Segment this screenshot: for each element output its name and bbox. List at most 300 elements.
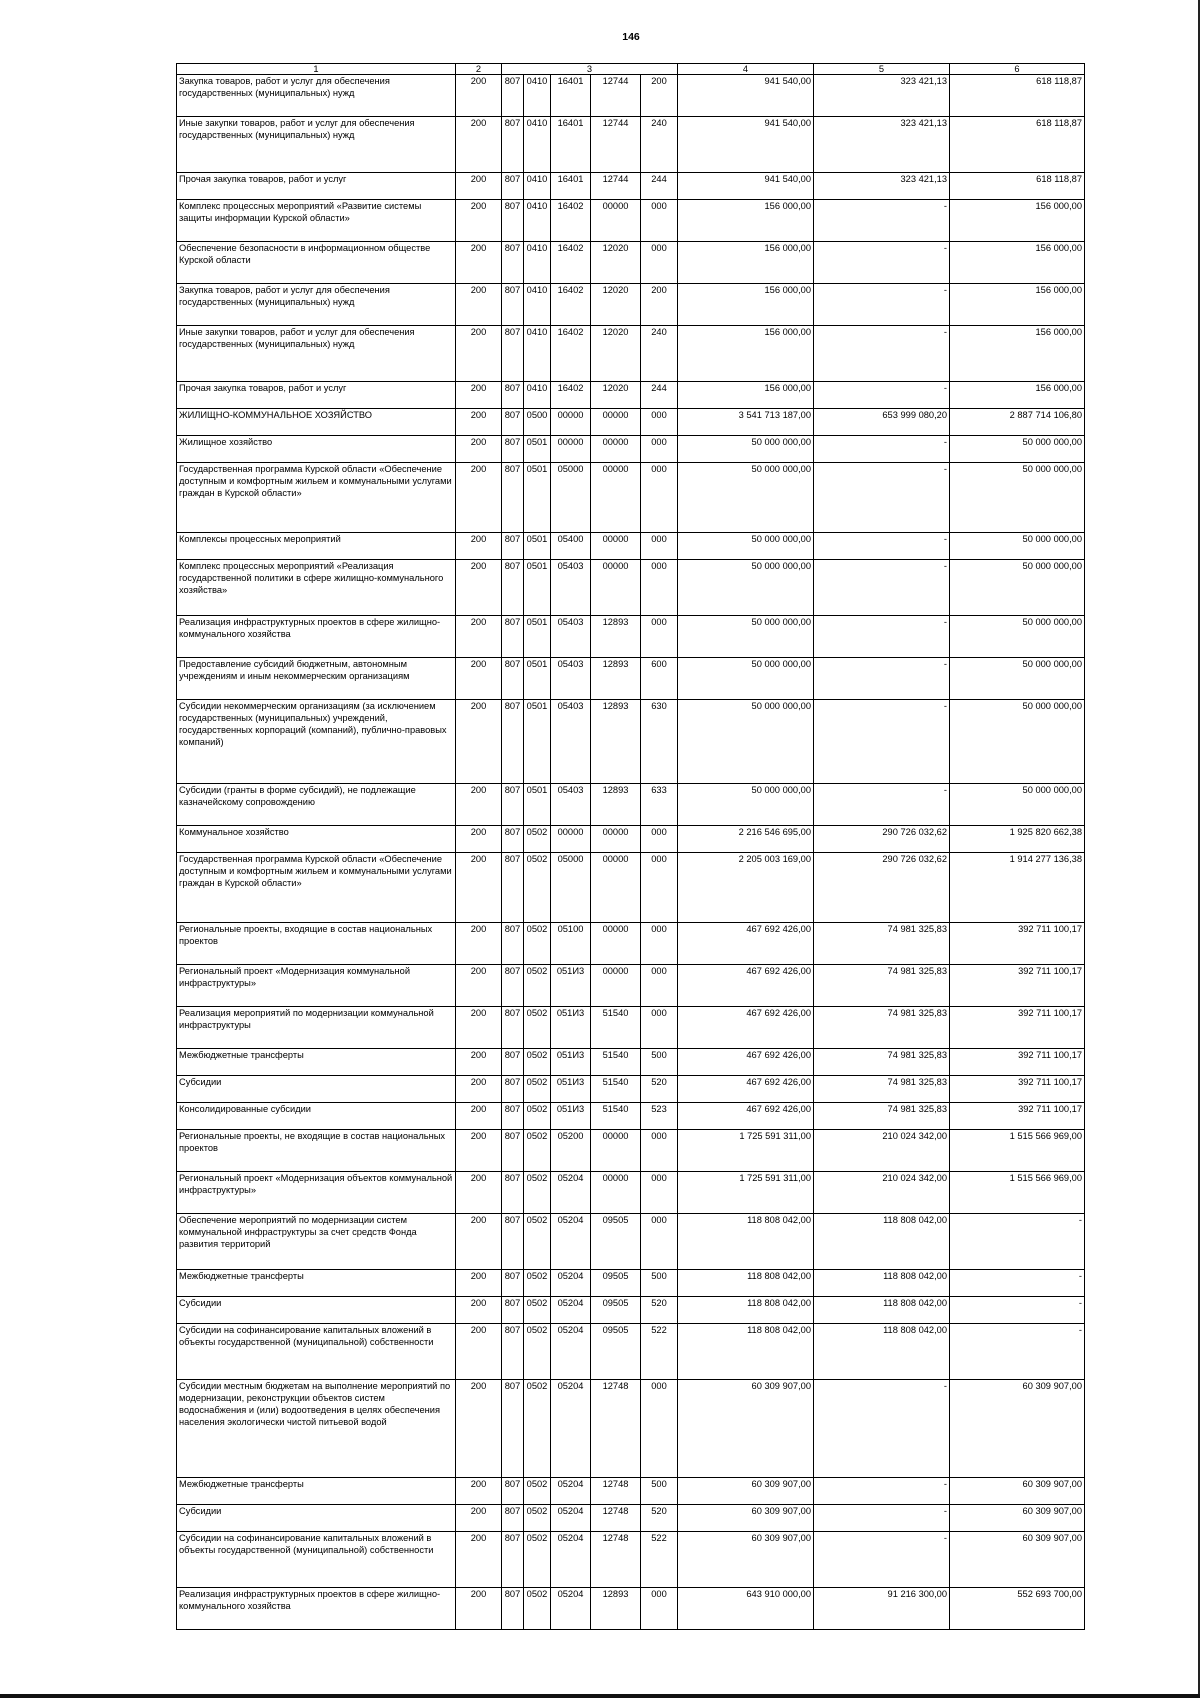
cell-rz: 0502 — [524, 1324, 551, 1380]
cell-gr: 807 — [502, 200, 524, 242]
cell-rz: 0502 — [524, 965, 551, 1007]
cell-value-5: - — [814, 436, 950, 463]
table-row — [177, 409, 1085, 436]
cell-value-5: - — [814, 463, 950, 533]
cell-value-6: 1 515 566 969,00 — [950, 1130, 1085, 1172]
cell-gr: 807 — [502, 533, 524, 560]
header-col-5: 5 — [814, 64, 950, 75]
cell-value-5: - — [814, 242, 950, 284]
cell-value-5: 118 808 042,00 — [814, 1324, 950, 1380]
cell-value-4: 50 000 000,00 — [678, 560, 814, 616]
cell-name: Реализация инфраструктурных проектов в сфере жилищно-коммунального хозяйства — [177, 1588, 456, 1630]
cell-col2: 200 — [456, 436, 502, 463]
cell-col2: 200 — [456, 700, 502, 784]
cell-cs-program: 05403 — [551, 658, 591, 700]
cell-value-4: 118 808 042,00 — [678, 1297, 814, 1324]
table-row — [177, 826, 1085, 853]
cell-value-4: 467 692 426,00 — [678, 1076, 814, 1103]
cell-value-5: - — [814, 616, 950, 658]
cell-cs-direction: 12748 — [591, 1478, 641, 1505]
cell-name: Консолидированные субсидии — [177, 1103, 456, 1130]
table-body — [177, 64, 1085, 1630]
cell-cs-direction: 00000 — [591, 463, 641, 533]
cell-gr: 807 — [502, 784, 524, 826]
cell-col2: 200 — [456, 965, 502, 1007]
cell-value-6: 156 000,00 — [950, 284, 1085, 326]
cell-name: Реализация инфраструктурных проектов в сфере жилищно-коммунального хозяйства — [177, 616, 456, 658]
cell-cs-program: 05000 — [551, 853, 591, 923]
cell-name: Субсидии — [177, 1297, 456, 1324]
cell-vr: 633 — [641, 784, 678, 826]
table-row — [177, 700, 1085, 784]
cell-value-6: 156 000,00 — [950, 326, 1085, 382]
cell-cs-program: 05403 — [551, 616, 591, 658]
cell-value-6: 50 000 000,00 — [950, 784, 1085, 826]
cell-col2: 200 — [456, 1505, 502, 1532]
cell-value-4: 156 000,00 — [678, 284, 814, 326]
cell-cs-program: 16401 — [551, 117, 591, 173]
cell-name: Субсидии на софинансирование капитальных вложений в объекты государственной (муниципальной) собственности — [177, 1532, 456, 1588]
cell-col2: 200 — [456, 826, 502, 853]
cell-value-6: 392 711 100,17 — [950, 923, 1085, 965]
cell-col2: 200 — [456, 1478, 502, 1505]
cell-col2: 200 — [456, 533, 502, 560]
cell-gr: 807 — [502, 1588, 524, 1630]
cell-rz: 0501 — [524, 700, 551, 784]
cell-gr: 807 — [502, 1214, 524, 1270]
cell-cs-direction: 00000 — [591, 533, 641, 560]
cell-cs-program: 16402 — [551, 242, 591, 284]
cell-name: Прочая закупка товаров, работ и услуг — [177, 382, 456, 409]
cell-col2: 200 — [456, 1270, 502, 1297]
cell-vr: 000 — [641, 826, 678, 853]
cell-col2: 200 — [456, 560, 502, 616]
table-row — [177, 200, 1085, 242]
cell-value-4: 467 692 426,00 — [678, 1103, 814, 1130]
cell-cs-program: 16402 — [551, 200, 591, 242]
cell-rz: 0502 — [524, 826, 551, 853]
cell-value-5: 118 808 042,00 — [814, 1214, 950, 1270]
cell-value-6: 50 000 000,00 — [950, 700, 1085, 784]
cell-value-6: 618 118,87 — [950, 75, 1085, 117]
cell-gr: 807 — [502, 965, 524, 1007]
table-row — [177, 1172, 1085, 1214]
cell-cs-direction: 09505 — [591, 1270, 641, 1297]
cell-cs-direction: 12020 — [591, 382, 641, 409]
cell-value-5: - — [814, 1380, 950, 1478]
cell-vr: 000 — [641, 242, 678, 284]
table-row — [177, 326, 1085, 382]
cell-vr: 522 — [641, 1324, 678, 1380]
cell-col2: 200 — [456, 242, 502, 284]
cell-name: Региональные проекты, входящие в состав национальных проектов — [177, 923, 456, 965]
header-col-6: 6 — [950, 64, 1085, 75]
table-row — [177, 436, 1085, 463]
cell-value-5: 74 981 325,83 — [814, 1076, 950, 1103]
cell-col2: 200 — [456, 658, 502, 700]
table-row — [177, 1270, 1085, 1297]
cell-cs-program: 051И3 — [551, 1049, 591, 1076]
cell-cs-program: 16401 — [551, 75, 591, 117]
cell-value-5: 91 216 300,00 — [814, 1588, 950, 1630]
table-row — [177, 784, 1085, 826]
cell-name: Межбюджетные трансферты — [177, 1270, 456, 1297]
cell-name: Комплексы процессных мероприятий — [177, 533, 456, 560]
table-row — [177, 560, 1085, 616]
cell-value-5: - — [814, 200, 950, 242]
cell-name: Комплекс процессных мероприятий «Реализация государственной политики в сфере жилищно-коммунального хозяйства» — [177, 560, 456, 616]
cell-vr: 000 — [641, 1007, 678, 1049]
scan-edge-bottom — [0, 1694, 1200, 1698]
cell-rz: 0410 — [524, 326, 551, 382]
cell-value-4: 156 000,00 — [678, 382, 814, 409]
cell-rz: 0502 — [524, 1076, 551, 1103]
cell-value-4: 941 540,00 — [678, 75, 814, 117]
cell-cs-direction: 12748 — [591, 1532, 641, 1588]
cell-value-5: - — [814, 284, 950, 326]
cell-gr: 807 — [502, 436, 524, 463]
cell-gr: 807 — [502, 1172, 524, 1214]
cell-rz: 0502 — [524, 1214, 551, 1270]
cell-value-4: 2 216 546 695,00 — [678, 826, 814, 853]
cell-value-6: 50 000 000,00 — [950, 533, 1085, 560]
cell-cs-direction: 09505 — [591, 1214, 641, 1270]
cell-value-5: - — [814, 784, 950, 826]
cell-name: Иные закупки товаров, работ и услуг для обеспечения государственных (муниципальных) нужд — [177, 326, 456, 382]
cell-value-4: 941 540,00 — [678, 173, 814, 200]
cell-gr: 807 — [502, 117, 524, 173]
cell-rz: 0502 — [524, 1172, 551, 1214]
budget-table — [176, 63, 1085, 1630]
cell-cs-program: 05204 — [551, 1478, 591, 1505]
cell-value-4: 50 000 000,00 — [678, 700, 814, 784]
cell-rz: 0501 — [524, 533, 551, 560]
cell-value-4: 60 309 907,00 — [678, 1478, 814, 1505]
cell-gr: 807 — [502, 658, 524, 700]
cell-value-4: 941 540,00 — [678, 117, 814, 173]
cell-rz: 0502 — [524, 1270, 551, 1297]
cell-cs-direction: 12893 — [591, 700, 641, 784]
cell-col2: 200 — [456, 326, 502, 382]
cell-value-6: 392 711 100,17 — [950, 1076, 1085, 1103]
cell-name: Государственная программа Курской области «Обеспечение доступным и комфортным жильем и коммунальными услугами граждан в Курской области» — [177, 463, 456, 533]
cell-value-4: 118 808 042,00 — [678, 1270, 814, 1297]
cell-cs-direction: 51540 — [591, 1103, 641, 1130]
cell-value-5: 210 024 342,00 — [814, 1130, 950, 1172]
cell-value-4: 467 692 426,00 — [678, 1049, 814, 1076]
cell-cs-direction: 51540 — [591, 1007, 641, 1049]
cell-cs-program: 16402 — [551, 382, 591, 409]
cell-name: ЖИЛИЩНО-КОММУНАЛЬНОЕ ХОЗЯЙСТВО — [177, 409, 456, 436]
cell-value-4: 118 808 042,00 — [678, 1214, 814, 1270]
table-row — [177, 853, 1085, 923]
cell-value-6: 1 914 277 136,38 — [950, 853, 1085, 923]
cell-value-4: 60 309 907,00 — [678, 1380, 814, 1478]
cell-vr: 500 — [641, 1049, 678, 1076]
cell-vr: 520 — [641, 1297, 678, 1324]
cell-gr: 807 — [502, 284, 524, 326]
cell-cs-program: 16402 — [551, 326, 591, 382]
cell-value-5: - — [814, 700, 950, 784]
cell-value-6: 156 000,00 — [950, 200, 1085, 242]
cell-vr: 000 — [641, 1380, 678, 1478]
cell-rz: 0410 — [524, 200, 551, 242]
cell-col2: 200 — [456, 284, 502, 326]
cell-col2: 200 — [456, 1297, 502, 1324]
cell-value-4: 643 910 000,00 — [678, 1588, 814, 1630]
cell-name: Региональный проект «Модернизация коммунальной инфраструктуры» — [177, 965, 456, 1007]
cell-cs-program: 051И3 — [551, 1103, 591, 1130]
cell-cs-direction: 00000 — [591, 965, 641, 1007]
cell-gr: 807 — [502, 1505, 524, 1532]
table-row — [177, 1380, 1085, 1478]
cell-gr: 807 — [502, 1270, 524, 1297]
cell-cs-direction: 00000 — [591, 923, 641, 965]
cell-vr: 500 — [641, 1270, 678, 1297]
cell-vr: 520 — [641, 1505, 678, 1532]
cell-vr: 630 — [641, 700, 678, 784]
cell-vr: 000 — [641, 560, 678, 616]
cell-cs-program: 00000 — [551, 436, 591, 463]
table-row — [177, 1103, 1085, 1130]
cell-gr: 807 — [502, 75, 524, 117]
cell-rz: 0501 — [524, 560, 551, 616]
cell-vr: 000 — [641, 533, 678, 560]
cell-rz: 0502 — [524, 853, 551, 923]
cell-cs-program: 16402 — [551, 284, 591, 326]
cell-cs-program: 05204 — [551, 1588, 591, 1630]
cell-value-4: 118 808 042,00 — [678, 1324, 814, 1380]
cell-cs-program: 05403 — [551, 784, 591, 826]
cell-value-5: 118 808 042,00 — [814, 1297, 950, 1324]
cell-gr: 807 — [502, 1297, 524, 1324]
cell-col2: 200 — [456, 1588, 502, 1630]
cell-name: Региональный проект «Модернизация объектов коммунальной инфраструктуры» — [177, 1172, 456, 1214]
cell-value-6: 60 309 907,00 — [950, 1532, 1085, 1588]
cell-col2: 200 — [456, 75, 502, 117]
cell-value-6: 50 000 000,00 — [950, 658, 1085, 700]
table-row — [177, 658, 1085, 700]
cell-vr: 000 — [641, 200, 678, 242]
cell-value-6: 60 309 907,00 — [950, 1505, 1085, 1532]
cell-vr: 000 — [641, 436, 678, 463]
cell-rz: 0501 — [524, 658, 551, 700]
cell-cs-direction: 12893 — [591, 658, 641, 700]
cell-value-5: 323 421,13 — [814, 75, 950, 117]
table-row — [177, 1214, 1085, 1270]
cell-value-6: 392 711 100,17 — [950, 1007, 1085, 1049]
cell-col2: 200 — [456, 1172, 502, 1214]
table-row — [177, 923, 1085, 965]
cell-gr: 807 — [502, 1324, 524, 1380]
cell-value-4: 60 309 907,00 — [678, 1505, 814, 1532]
cell-value-6: 50 000 000,00 — [950, 560, 1085, 616]
cell-cs-program: 05204 — [551, 1172, 591, 1214]
cell-value-6: 552 693 700,00 — [950, 1588, 1085, 1630]
cell-col2: 200 — [456, 1324, 502, 1380]
cell-cs-program: 05204 — [551, 1505, 591, 1532]
cell-value-6: 618 118,87 — [950, 173, 1085, 200]
cell-value-5: 653 999 080,20 — [814, 409, 950, 436]
cell-value-5: - — [814, 560, 950, 616]
cell-col2: 200 — [456, 200, 502, 242]
cell-name: Субсидии на софинансирование капитальных вложений в объекты государственной (муниципальной) собственности — [177, 1324, 456, 1380]
cell-gr: 807 — [502, 923, 524, 965]
cell-value-4: 50 000 000,00 — [678, 533, 814, 560]
cell-name: Прочая закупка товаров, работ и услуг — [177, 173, 456, 200]
table-row — [177, 382, 1085, 409]
table-row — [177, 616, 1085, 658]
table-row — [177, 463, 1085, 533]
cell-rz: 0502 — [524, 1478, 551, 1505]
cell-vr: 240 — [641, 326, 678, 382]
cell-name: Региональные проекты, не входящие в состав национальных проектов — [177, 1130, 456, 1172]
cell-vr: 520 — [641, 1076, 678, 1103]
cell-value-6: 618 118,87 — [950, 117, 1085, 173]
cell-rz: 0501 — [524, 436, 551, 463]
cell-cs-direction: 09505 — [591, 1297, 641, 1324]
header-col-2: 2 — [456, 64, 502, 75]
cell-value-5: - — [814, 1478, 950, 1505]
cell-vr: 600 — [641, 658, 678, 700]
cell-vr: 000 — [641, 1130, 678, 1172]
cell-name: Коммунальное хозяйство — [177, 826, 456, 853]
cell-gr: 807 — [502, 463, 524, 533]
cell-vr: 000 — [641, 409, 678, 436]
cell-rz: 0500 — [524, 409, 551, 436]
cell-gr: 807 — [502, 173, 524, 200]
cell-rz: 0501 — [524, 784, 551, 826]
cell-col2: 200 — [456, 1076, 502, 1103]
cell-cs-direction: 12020 — [591, 326, 641, 382]
table-row — [177, 1130, 1085, 1172]
cell-value-5: 74 981 325,83 — [814, 923, 950, 965]
cell-name: Субсидии местным бюджетам на выполнение мероприятий по модернизации, реконструкции объектов систем водоснабжения и (или) водоотведения в целях обеспечения населения экологически чистой питьевой водой — [177, 1380, 456, 1478]
cell-cs-direction: 00000 — [591, 436, 641, 463]
cell-cs-program: 05100 — [551, 923, 591, 965]
cell-value-4: 50 000 000,00 — [678, 436, 814, 463]
cell-value-5: 74 981 325,83 — [814, 1049, 950, 1076]
cell-col2: 200 — [456, 117, 502, 173]
cell-vr: 240 — [641, 117, 678, 173]
cell-cs-direction: 00000 — [591, 826, 641, 853]
cell-rz: 0410 — [524, 75, 551, 117]
cell-value-5: 323 421,13 — [814, 117, 950, 173]
cell-cs-direction: 12020 — [591, 242, 641, 284]
cell-cs-direction: 12020 — [591, 284, 641, 326]
cell-name: Субсидии — [177, 1505, 456, 1532]
cell-cs-direction: 00000 — [591, 409, 641, 436]
cell-rz: 0502 — [524, 1532, 551, 1588]
cell-value-5: 210 024 342,00 — [814, 1172, 950, 1214]
cell-name: Жилищное хозяйство — [177, 436, 456, 463]
cell-cs-direction: 51540 — [591, 1076, 641, 1103]
cell-vr: 000 — [641, 853, 678, 923]
cell-value-5: 74 981 325,83 — [814, 1103, 950, 1130]
cell-name: Реализация мероприятий по модернизации коммунальной инфраструктуры — [177, 1007, 456, 1049]
cell-name: Комплекс процессных мероприятий «Развитие системы защиты информации Курской области» — [177, 200, 456, 242]
table-row — [177, 1076, 1085, 1103]
cell-col2: 200 — [456, 1532, 502, 1588]
cell-cs-program: 05204 — [551, 1532, 591, 1588]
cell-cs-program: 05200 — [551, 1130, 591, 1172]
cell-value-5: 74 981 325,83 — [814, 965, 950, 1007]
table-row — [177, 533, 1085, 560]
cell-col2: 200 — [456, 853, 502, 923]
cell-gr: 807 — [502, 1532, 524, 1588]
cell-cs-direction: 00000 — [591, 1130, 641, 1172]
header-col-3: 3 — [502, 64, 678, 75]
cell-name: Обеспечение безопасности в информационном обществе Курской области — [177, 242, 456, 284]
table-row — [177, 1297, 1085, 1324]
cell-vr: 000 — [641, 1588, 678, 1630]
cell-value-5: 74 981 325,83 — [814, 1007, 950, 1049]
cell-rz: 0502 — [524, 1103, 551, 1130]
header-col-1: 1 — [177, 64, 456, 75]
cell-value-4: 467 692 426,00 — [678, 1007, 814, 1049]
cell-gr: 807 — [502, 616, 524, 658]
cell-cs-direction: 12748 — [591, 1505, 641, 1532]
cell-cs-direction: 00000 — [591, 200, 641, 242]
cell-rz: 0502 — [524, 923, 551, 965]
cell-cs-program: 00000 — [551, 409, 591, 436]
cell-value-4: 1 725 591 311,00 — [678, 1172, 814, 1214]
table-row — [177, 1532, 1085, 1588]
cell-cs-program: 16401 — [551, 173, 591, 200]
cell-value-5: - — [814, 1532, 950, 1588]
cell-col2: 200 — [456, 1103, 502, 1130]
cell-gr: 807 — [502, 853, 524, 923]
cell-value-4: 156 000,00 — [678, 242, 814, 284]
cell-value-6: 50 000 000,00 — [950, 616, 1085, 658]
cell-cs-direction: 00000 — [591, 853, 641, 923]
table-row — [177, 75, 1085, 117]
cell-cs-direction: 09505 — [591, 1324, 641, 1380]
cell-name: Государственная программа Курской области «Обеспечение доступным и комфортным жильем и коммунальными услугами граждан в Курской области» — [177, 853, 456, 923]
cell-vr: 500 — [641, 1478, 678, 1505]
cell-value-6: 2 887 714 106,80 — [950, 409, 1085, 436]
cell-rz: 0502 — [524, 1297, 551, 1324]
cell-vr: 000 — [641, 1172, 678, 1214]
cell-cs-program: 051И3 — [551, 965, 591, 1007]
cell-value-5: 323 421,13 — [814, 173, 950, 200]
cell-cs-program: 05204 — [551, 1297, 591, 1324]
cell-cs-direction: 00000 — [591, 560, 641, 616]
cell-vr: 000 — [641, 923, 678, 965]
cell-gr: 807 — [502, 242, 524, 284]
cell-cs-program: 05204 — [551, 1270, 591, 1297]
cell-cs-program: 05400 — [551, 533, 591, 560]
cell-value-6: 50 000 000,00 — [950, 463, 1085, 533]
cell-cs-program: 05204 — [551, 1380, 591, 1478]
cell-col2: 200 — [456, 409, 502, 436]
cell-gr: 807 — [502, 1049, 524, 1076]
cell-gr: 807 — [502, 409, 524, 436]
cell-vr: 522 — [641, 1532, 678, 1588]
cell-gr: 807 — [502, 1478, 524, 1505]
cell-value-4: 2 205 003 169,00 — [678, 853, 814, 923]
cell-cs-direction: 12744 — [591, 75, 641, 117]
cell-name: Обеспечение мероприятий по модернизации систем коммунальной инфраструктуры за счет средств Фонда развития территорий — [177, 1214, 456, 1270]
table-row — [177, 117, 1085, 173]
cell-value-4: 156 000,00 — [678, 200, 814, 242]
cell-value-4: 50 000 000,00 — [678, 463, 814, 533]
cell-value-4: 50 000 000,00 — [678, 658, 814, 700]
cell-vr: 000 — [641, 463, 678, 533]
cell-gr: 807 — [502, 382, 524, 409]
cell-vr: 244 — [641, 173, 678, 200]
cell-col2: 200 — [456, 382, 502, 409]
